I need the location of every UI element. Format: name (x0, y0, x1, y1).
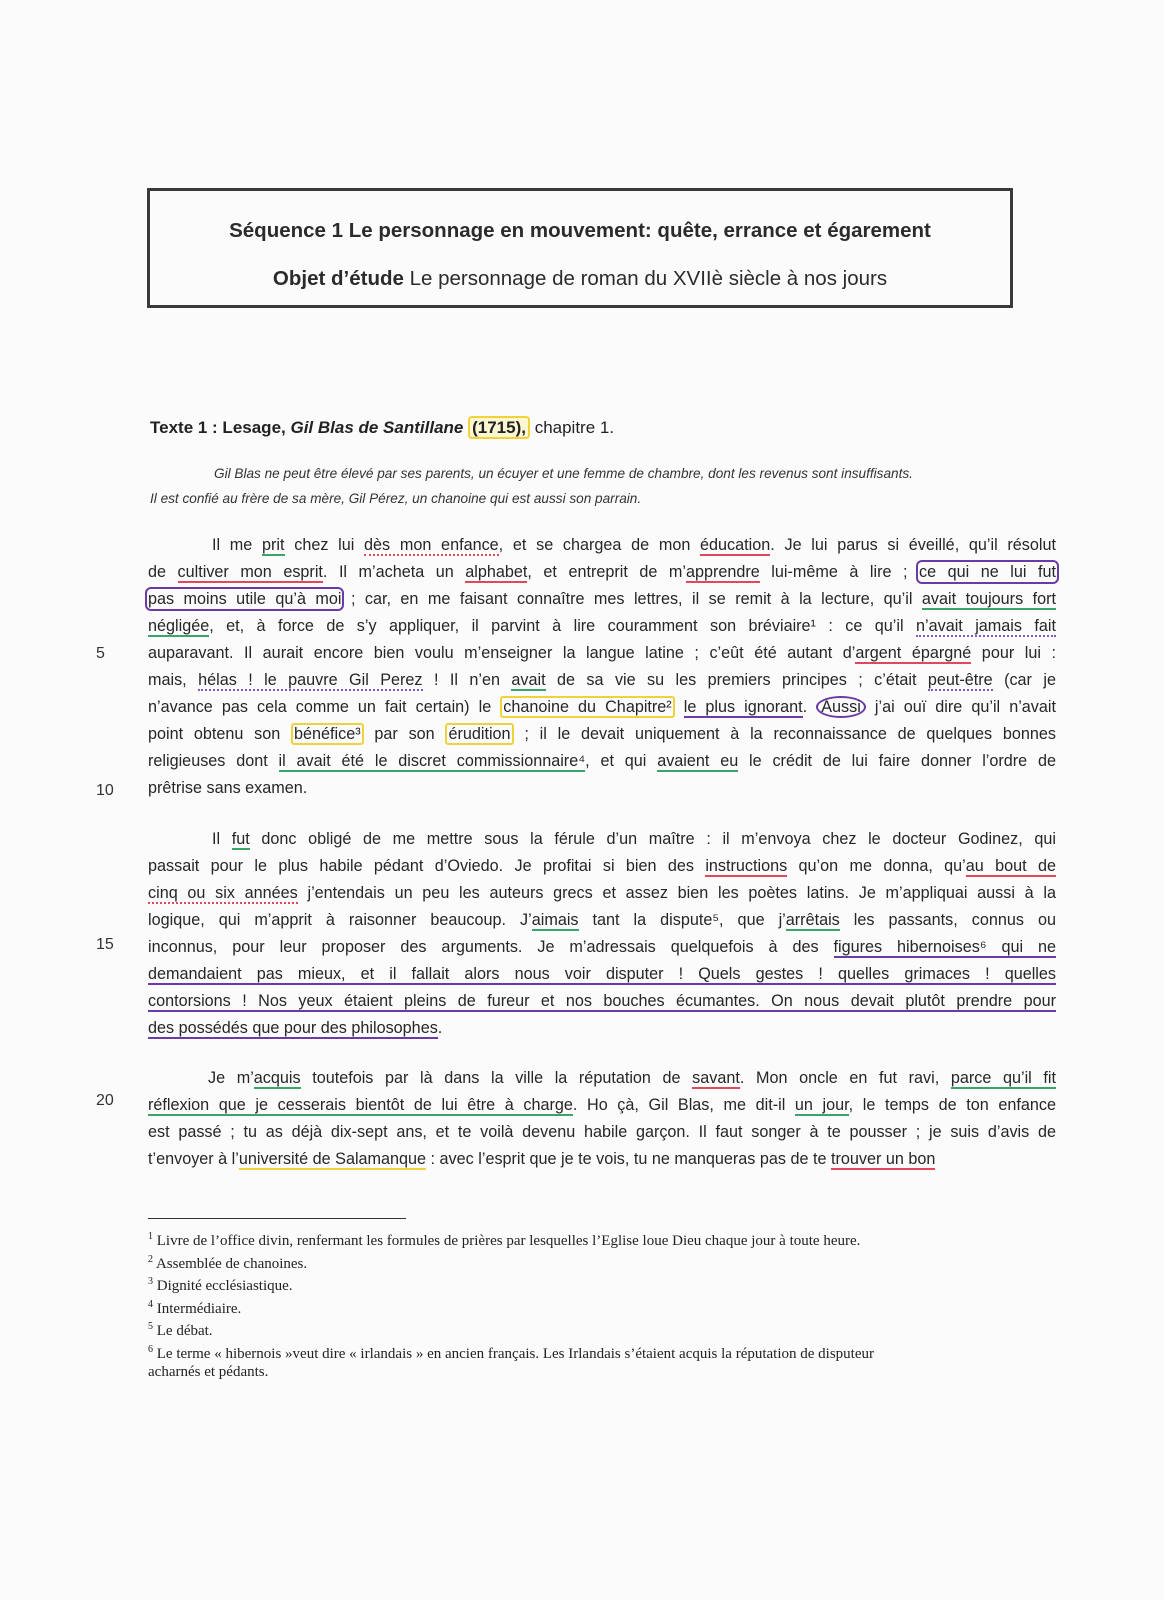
footnote-number: 2 (148, 1253, 153, 1265)
text-line: passait pour le plus habile pédant d’Oviedo. Je profitai si bien des instructions qu’on me donna, qu’au bout de (148, 857, 1056, 875)
paragraph-1 (148, 532, 1056, 802)
annotation-mark: prit (262, 536, 285, 554)
annotation-mark: figures hibernoises⁶ qui ne (833, 938, 1057, 956)
work-title: Gil Blas de Santillane (290, 418, 464, 437)
footnote-text: Le terme « hibernois »veut dire « irlandais » en ancien français. Les Irlandais s’étaient acquis la réputation de disputeur (156, 1345, 874, 1362)
annotation-mark: des possédés que pour des philosophes (148, 1019, 438, 1037)
footnote (148, 1363, 1038, 1382)
text-line: de cultiver mon esprit. Il m’acheta un alphabet, et entreprit de m’apprendre lui-même à lire ; ce qui ne lui fut (148, 563, 1056, 581)
annotation-mark: bénéfice³ (291, 723, 364, 745)
footnote-rule (148, 1218, 406, 1219)
text-line: inconnus, pour leur proposer des arguments. Je m’adressais quelquefois à des figures hibernoises⁶ qui ne (148, 938, 1057, 956)
year-highlight: (1715), (468, 416, 530, 439)
annotation-mark: apprendre (685, 563, 760, 581)
annotation-mark: peut-être (927, 671, 993, 689)
footnote-text: Livre de l’office divin, renfermant les formules de prières par lesquelles l’Eglise loue Dieu chaque jour à toute heure. (156, 1233, 861, 1249)
annotation-mark: demandaient pas mieux, et il fallait alors nous voir disputer ! Quels gestes ! quelles grimaces ! quelles (148, 965, 1056, 983)
footnote-text: acharnés et pédants. (148, 1364, 269, 1380)
footnote (148, 1251, 1038, 1274)
footnote-number: 5 (148, 1321, 153, 1332)
study-object-text: Le personnage de roman du XVIIè siècle à nos jours (403, 267, 888, 290)
annotation-mark: acquis (253, 1069, 301, 1087)
text-line: prêtrise sans examen. (148, 779, 308, 797)
annotation-mark: dès mon enfance (364, 536, 499, 554)
footnote-number: 3 (148, 1276, 153, 1287)
annotation-mark: pas moins utile qu’à moi (148, 590, 342, 608)
text-line: réflexion que je cesserais bientôt de lui être à charge. Ho çà, Gil Blas, me dit-il un jour, le temps de ton enfance (148, 1096, 1056, 1114)
annotation-mark: contorsions ! Nos yeux étaient pleins de fureur et nos bouches écumantes. On nous devait plutôt prendre pour (148, 992, 1056, 1010)
text-title (150, 418, 614, 438)
text-line: auparavant. Il aurait encore bien voulu m’enseigner la langue latine ; c’eût été autant d’argent épargné pour lui : (148, 644, 1056, 662)
annotation-mark: le plus ignorant (683, 698, 803, 716)
annotation-mark: chanoine du Chapitre² (500, 696, 674, 718)
footnote-text: Intermédiaire. (156, 1300, 242, 1317)
annotation-mark: un jour (794, 1096, 849, 1114)
annotation-mark: arrêtais (785, 911, 840, 929)
annotation-mark: savant (692, 1069, 740, 1087)
text-line: t’envoyer à l’université de Salamanque : avec l’esprit que je te vois, tu ne manqueras pas de te trouver un bon (148, 1150, 936, 1168)
sequence-title: Séquence 1 Le personnage en mouvement: quête, errance et égarement (229, 219, 931, 242)
footnote (148, 1228, 1038, 1251)
footnote (148, 1318, 1038, 1341)
annotation-mark: trouver un bon (830, 1150, 936, 1168)
footnote-number: 1 (148, 1231, 153, 1242)
annotation-mark: aimais (531, 911, 579, 929)
text-line: logique, qui m’apprit à raisonner beaucoup. J’aimais tant la dispute⁵, que j’arrêtais les passants, connus ou (148, 911, 1056, 929)
footnote-text: Assemblée de chanoines. (155, 1255, 308, 1272)
intro-line-1: Gil Blas ne peut être élevé par ses parents, un écuyer et une femme de chambre, dont les revenus sont insuffisants. (214, 466, 913, 481)
text-line: Il me prit chez lui dès mon enfance, et se chargea de mon éducation. Je lui parus si éveillé, qu’il résolut (212, 536, 1056, 554)
footnote (148, 1296, 1038, 1319)
text-line: religieuses dont il avait été le discret commissionnaire⁴, et qui avaient eu le crédit de lui faire donner l’ordre de (148, 752, 1057, 770)
text-line (148, 961, 1056, 988)
annotation-mark: éducation (700, 536, 771, 554)
paragraph-2 (148, 826, 1056, 1042)
annotation-mark: au bout de (965, 857, 1056, 875)
text-line: n’avance pas cela comme un fait certain) le chanoine du Chapitre² le plus ignorant. Aussi j’ai ouï dire qu’il n’avait (148, 698, 1056, 716)
annotation-mark: négligée (148, 617, 210, 635)
intro-line-2: Il est confié au frère de sa mère, Gil Pérez, un chanoine qui est aussi son parrain. (150, 491, 642, 506)
annotation-mark: instructions (705, 857, 788, 875)
line-number-5: 5 (96, 645, 105, 662)
annotation-mark: argent épargné (855, 644, 972, 662)
footnote (148, 1273, 1038, 1296)
annotation-mark: cultiver mon esprit (177, 563, 323, 581)
text-line: Il fut donc obligé de me mettre sous la férule d’un maître : il m’envoya chez le docteur Godinez, qui (212, 830, 1056, 848)
text-line: négligée, et, à force de s’y appliquer, il parvint à lire couramment son bréviaire¹ : ce qu’il n’avait jamais fait (148, 617, 1056, 635)
paragraph-3 (148, 1065, 1056, 1173)
text-line: Je m’acquis toutefois par là dans la ville la réputation de savant. Mon oncle en fut ravi, parce qu’il fit (208, 1069, 1056, 1087)
annotation-mark: il avait été le discret commissionnaire⁴ (278, 752, 586, 770)
annotation-mark: avait toujours fort (921, 590, 1057, 608)
text-line: mais, hélas ! le pauvre Gil Perez ! Il n’en avait de sa vie su les premiers principes ; c’était peut-être (car je (148, 671, 1056, 689)
annotation-mark: hélas ! le pauvre Gil Perez (198, 671, 423, 689)
line-number-10: 10 (96, 782, 114, 799)
line-number-15: 15 (96, 936, 114, 953)
text-title-prefix: Texte 1 : Lesage, (150, 418, 291, 437)
study-object-label: Objet d’étude (272, 267, 404, 290)
text-line: pas moins utile qu’à moi ; car, en me faisant connaître mes lettres, il se remit à la lecture, qu’il avait toujours fort (148, 590, 1057, 608)
annotation-mark: avait (511, 671, 546, 689)
annotation-mark: Aussi (816, 696, 866, 718)
chapter-label: chapitre 1. (529, 418, 615, 437)
footnotes (148, 1228, 1038, 1382)
footnote-text: Dignité ecclésiastique. (156, 1278, 293, 1294)
annotation-mark: cinq ou six années (148, 884, 298, 902)
line-number-20: 20 (96, 1092, 114, 1109)
annotation-mark: érudition (445, 723, 513, 745)
study-object (150, 267, 1010, 291)
text-line: cinq ou six années j’entendais un peu les auteurs grecs et assez bien les poètes latins. Je m’appliquai aussi à la (148, 884, 1056, 902)
footnote-number: 6 (148, 1343, 153, 1355)
annotation-mark: avaient eu (657, 752, 739, 770)
footnote-number: 4 (148, 1298, 153, 1310)
annotation-mark: alphabet (465, 563, 528, 581)
text-line (148, 988, 1056, 1015)
annotation-mark: université de Salamanque (238, 1150, 427, 1168)
header-box (147, 188, 1013, 308)
annotation-mark: parce qu’il fit (950, 1069, 1056, 1087)
text-line: des possédés que pour des philosophes. (148, 1019, 443, 1037)
annotation-mark: fut (231, 830, 250, 848)
annotation-mark: n’avait jamais fait (916, 617, 1056, 635)
text-line: point obtenu son bénéfice³ par son érudition ; il le devait uniquement à la reconnaissance de quelques bonnes (148, 725, 1056, 743)
annotation-mark: ce qui ne lui fut (919, 563, 1056, 581)
footnote (148, 1341, 1038, 1364)
footnote-text: Le débat. (156, 1323, 213, 1339)
text-line: est passé ; tu as déjà dix-sept ans, et te voilà devenu habile garçon. Il faut songer à te pousser ; je suis d’avis de (148, 1123, 1056, 1141)
annotation-mark: réflexion que je cesserais bientôt de lui être à charge (148, 1096, 573, 1114)
